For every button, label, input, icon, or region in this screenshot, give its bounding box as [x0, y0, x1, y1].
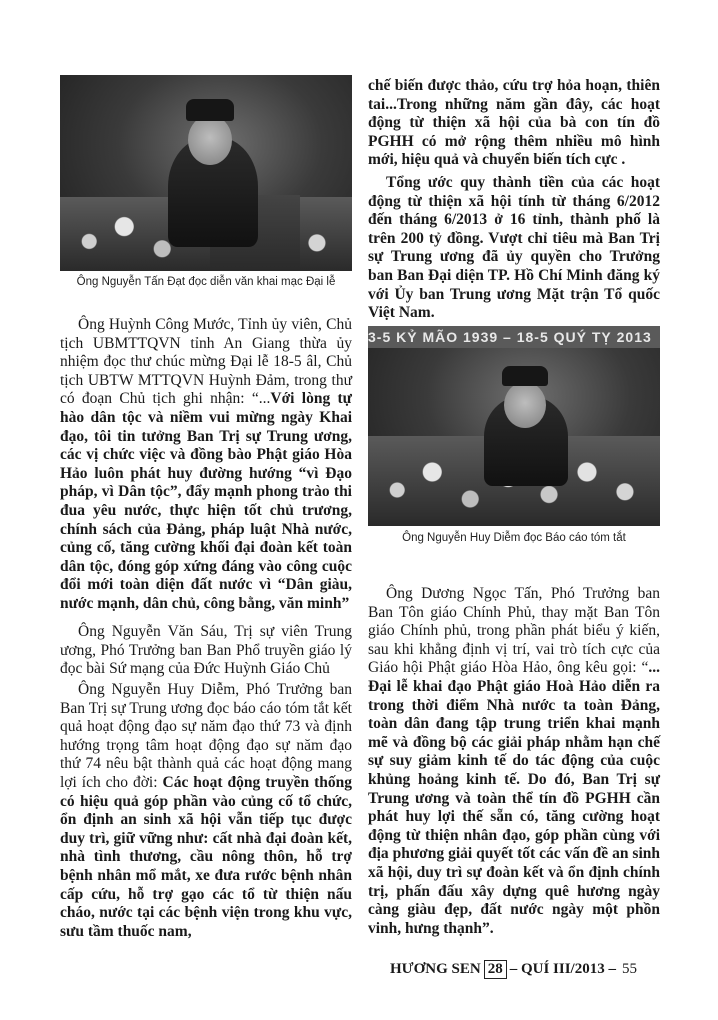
paragraph-nguyen-huy-diem: Ông Nguyễn Huy Diễm, Phó Trưởng ban Ban Trị sự Trung ương đọc báo cáo tóm tắt kết quả hoạt động đạo sự năm đạo thứ 73 và định hướng trọng tâm hoạt động đạo sự năm đạo thứ 74 nêu bật thành quả các hoạt động mang lợi ích cho đời: Các hoạt động truyền thống có hiệu quả góp phần vào củng cố tổ chức, ổn định an sinh xã hội vẫn tiếp tục được duy trì, giữ vững như: cất nhà đại đoàn kết, nhà tình thương, cầu nông thôn, hỗ trợ bệnh nhân mổ mắt, xe đưa rước bệnh nhân cấp cứu, hỗ trợ gạo các tổ từ thiện nấu cháo, nước tại các bệnh viện trong khu vực, sưu tầm thuốc nam,	[60, 681, 352, 940]
speaker-photo-1	[60, 75, 352, 271]
paragraph-charity-total: Tổng ước quy thành tiền của các hoạt động từ thiện xã hội tính từ tháng 6/2012 đến tháng 6/2013 ở 16 tỉnh, thành phố là trên 200 tỷ đồng. Vượt chỉ tiêu mà Ban Trị sự Trung ương đã ủy quyền cho Trưởng ban Ban Đại diện TP. Hồ Chí Minh đăng ký với Ủy ban Trung ương Mặt trận Tổ quốc Việt Nam.	[368, 174, 660, 322]
paragraph-charity-continued: chế biến được thảo, cứu trợ hỏa hoạn, thiên tai...Trong những năm gần đây, các hoạt động từ thiện xã hội của bà con tín đồ PGHH có mở rộng thêm nhiều mô hình mới, hiệu quả và chuyển biến tích cực .	[368, 77, 660, 169]
page-number: 55	[621, 961, 637, 977]
paragraph-huynh-cong-muoc: Ông Huỳnh Công Mước, Tỉnh ủy viên, Chủ tịch UBMTTQVN tỉnh An Giang thừa ủy nhiệm đọc thư chúc mừng Đại lễ 18-5 âl, Chủ tịch UBTW MTTQVN Huỳnh Đảm, trong thư có đoạn Chủ tịch ghi nhận: “...Với lòng tự hào dân tộc và niềm vui mừng ngày Khai đạo, tôi tin tưởng Ban Trị sự Trung ương, các vị chức việc và đồng bào Phật giáo Hòa Hảo luôn phát huy đường hướng “vì Đạo pháp, vì Dân tộc”, đẩy mạnh phong trào thi đua yêu nước, thực hiện tốt chủ trương, chính sách của Đảng, pháp luật Nhà nước, củng cố, tăng cường khối đại đoàn kết toàn dân tộc, đóng góp xứng đáng vào công cuộc đổi mới toàn diện đất nước vì “Dân giàu, nước mạnh, dân chủ, công bằng, văn minh”	[60, 316, 352, 612]
paragraph-nguyen-van-sau: Ông Nguyễn Văn Sáu, Trị sự viên Trung ương, Phó Trưởng ban Ban Phổ truyền giáo lý đọc bài Sứ mạng của Đức Huỳnh Giáo Chủ	[60, 623, 352, 678]
photo-2-banner: 3-5 KỶ MÃO 1939 – 18-5 QUÝ TỴ 2013	[368, 326, 660, 348]
magazine-name: HƯƠNG SEN	[390, 961, 481, 977]
speaker-photo-2	[368, 326, 660, 526]
issue-number: 28	[484, 960, 507, 979]
issue-quarter: – QUÍ III/2013 –	[509, 961, 616, 977]
page-footer	[390, 960, 637, 979]
photo-2-caption: Ông Nguyễn Huy Diễm đọc Báo cáo tóm tắt	[402, 532, 626, 544]
paragraph-duong-ngoc-tan: Ông Dương Ngọc Tấn, Phó Trưởng ban Ban Tôn giáo Chính Phủ, thay mặt Ban Tôn giáo Chính phủ, trong phần phát biểu ý kiến, sau khi khẳng định vị trí, vai trò tích cực của Giáo hội Phật giáo Hòa Hảo, ông kêu gọi: “... Đại lễ khai đạo Phật giáo Hoà Hảo diễn ra trong thời điểm Nhà nước ta toàn Đảng, toàn dân đang tập trung triển khai mạnh mẽ và đồng bộ các giải pháp nhằm hạn chế sự suy giảm kinh tế do tác động của cuộc khủng hoảng kinh tế. Do đó, Ban Trị sự Trung ương và toàn thể tín đồ PGHH cần phát huy lợi thế sẵn có, tăng cường hoạt động từ thiện nhân đạo, góp phần cùng với địa phương giải quyết tốt các vấn đề an sinh xã hội, duy trì sự đoàn kết và ổn định chính trị, phấn đấu xây dựng quê hương ngày càng giàu đẹp, đất nước ngày một phồn vinh, hưng thạnh”.	[368, 585, 660, 937]
photo-1-caption: Ông Nguyễn Tấn Đạt đọc diễn văn khai mạc Đại lễ	[76, 276, 336, 288]
